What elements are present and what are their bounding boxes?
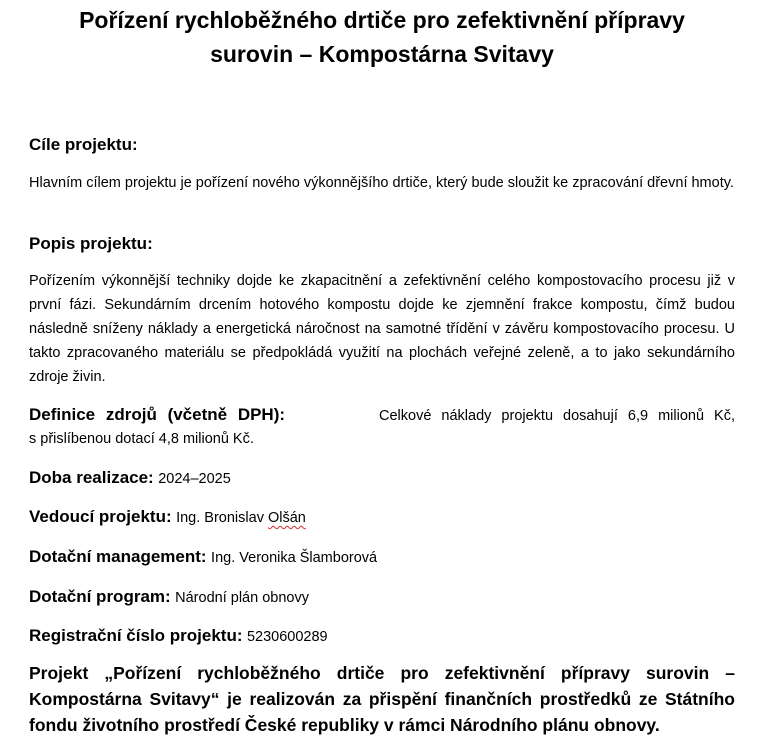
registration-row xyxy=(29,624,328,649)
goals-text: Hlavním cílem projektu je pořízení nového výkonnějšího drtiče, který bude sloužit ke zpracování dřevní hmoty. xyxy=(29,175,734,191)
goals-heading: Cíle projektu: xyxy=(29,135,138,154)
project-lead-value xyxy=(176,510,306,526)
description-text: Pořízením výkonnější techniky dojde ke zkapacitnění a zefektivnění celého kompostovacího procesu již v první fázi. Sekundárním drcením hotového kompostu dojde ke zjemnění frakce kompostu, čímž budou následně sníženy náklady a energetická náročnost na samotné třídění v závěru kompostovacího procesu. U takto zpracovaného materiálu se předpokládá využití na plochách veřejné zeleně, a to jako sekundárního zdroje živin. xyxy=(29,273,735,385)
resources-section xyxy=(29,403,735,450)
duration-label: Doba realizace: xyxy=(29,468,154,487)
grant-program-label: Dotační program: xyxy=(29,587,171,606)
project-lead-row xyxy=(29,505,306,530)
grant-program-value: Národní plán obnovy xyxy=(175,590,309,606)
registration-label: Registrační číslo projektu: xyxy=(29,626,243,645)
grant-management-row xyxy=(29,545,377,570)
title-line-1: Pořízení rychloběžného drtiče pro zefektivnění přípravy xyxy=(79,7,685,33)
resources-value-line-2: s přislíbenou dotací 4,8 milionů Kč. xyxy=(29,431,254,447)
grant-management-label: Dotační management: xyxy=(29,547,207,566)
description-heading: Popis projektu: xyxy=(29,234,153,253)
grant-management-value: Ing. Veronika Šlamborová xyxy=(211,550,378,566)
project-lead-surname: Olšán xyxy=(267,510,306,526)
document-page xyxy=(29,0,735,735)
duration-row xyxy=(29,466,231,491)
project-lead-name-prefix: Ing. Bronislav xyxy=(176,510,268,526)
grant-program-row xyxy=(29,585,309,610)
duration-value: 2024–2025 xyxy=(158,471,231,487)
registration-value: 5230600289 xyxy=(246,629,328,645)
resources-line-1 xyxy=(29,403,735,428)
resources-value-line-1: Celkové náklady projektu dosahují 6,9 milionů Kč, xyxy=(379,408,735,424)
document-title xyxy=(29,0,735,71)
closing-statement: Projekt „Pořízení rychloběžného drtiče pro zefektivnění přípravy surovin – Kompostárna Svitavy“ je realizován za přispění finančních prostředků ze Státního fondu životního prostředí České republiky v rámci Národního plánu obnovy. xyxy=(29,663,735,735)
resources-label: Definice zdrojů (včetně DPH): xyxy=(29,405,286,424)
title-line-2: surovin – Kompostárna Svitavy xyxy=(210,41,554,67)
description-section xyxy=(29,269,735,389)
project-lead-label: Vedoucí projektu: xyxy=(29,507,172,526)
goals-section xyxy=(29,171,735,195)
